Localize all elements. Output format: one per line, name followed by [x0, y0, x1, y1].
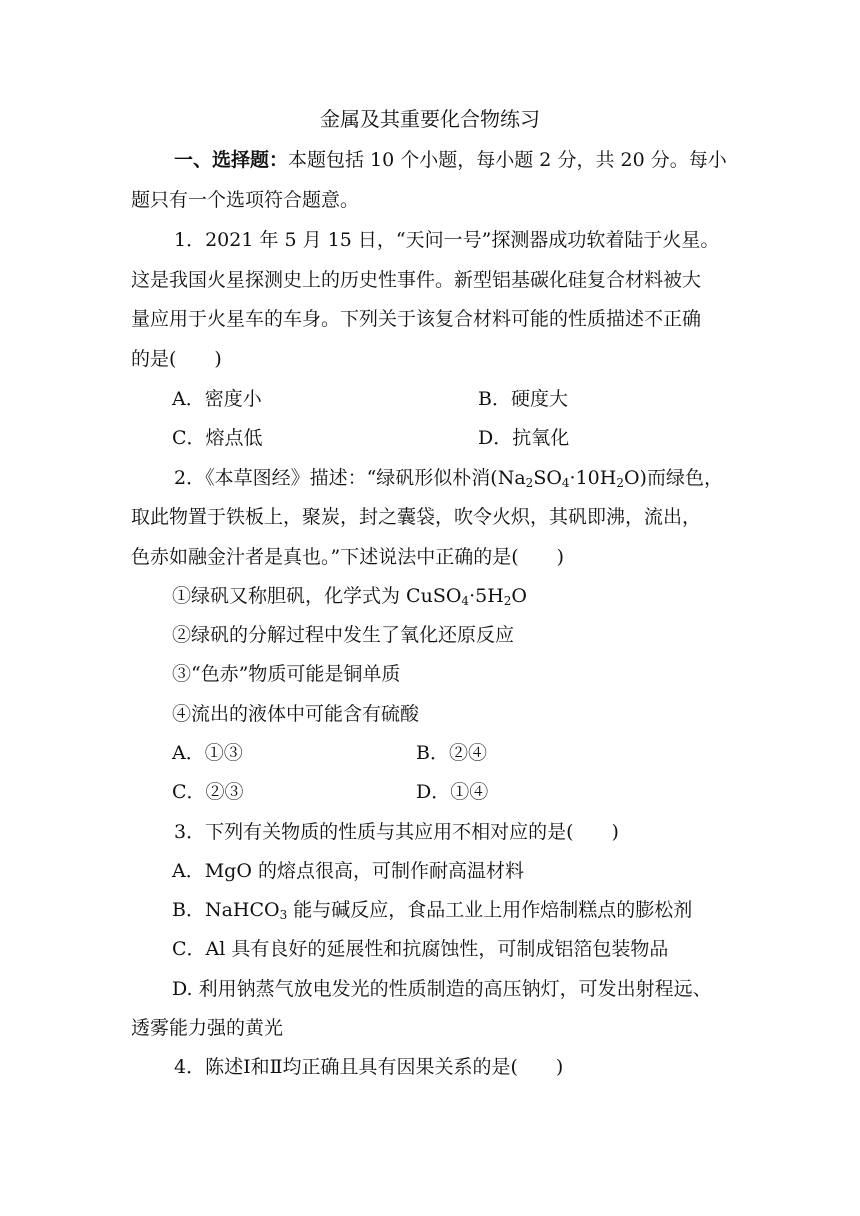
- q4-stem: 4．陈述Ⅰ和Ⅱ均正确且具有因果关系的是( ): [174, 1056, 564, 1078]
- section-intro-text: 本题包括 10 个小题，每小题 2 分，共 20 分。每小: [288, 149, 727, 171]
- subscript: 2: [616, 476, 624, 490]
- section-heading: 一、选择题：: [174, 149, 289, 171]
- q3-option-a: A．MgO 的熔点很高，可制作耐高温材料: [172, 860, 524, 882]
- q2-line1: [174, 463, 723, 490]
- q2-statement-3: ③“色赤”物质可能是铜单质: [172, 663, 401, 685]
- subscript: 4: [461, 594, 470, 608]
- q2-statement-1-text: ·5H: [469, 585, 504, 607]
- q1-line1: 1．2021 年 5 月 15 日，“天问一号”探测器成功软着陆于火星。: [174, 229, 720, 251]
- q1-line2: 这是我国火星探测史上的历史性事件。新型铝基碳化硅复合材料被大: [131, 269, 702, 291]
- q1-line4: 的是( ): [131, 348, 222, 370]
- q2-line3: 色赤如融金汁者是真也。”下述说法中正确的是( ): [131, 546, 565, 568]
- q2-line1-text: 2．《本草图经》描述：“绿矾形似朴消(Na: [174, 467, 526, 489]
- q3-option-b: [172, 895, 692, 922]
- subscript: 3: [279, 908, 288, 922]
- q1-line3: 量应用于火星车的车身。下列关于该复合材料可能的性质描述不正确: [131, 308, 702, 330]
- subscript: 2: [525, 476, 534, 490]
- q2-statement-1: [172, 581, 527, 608]
- q2-line1-text: ·10H: [569, 467, 617, 489]
- q3-option-d-line2: 透雾能力强的黄光: [131, 1017, 284, 1039]
- q2-statement-2: ②绿矾的分解过程中发生了氧化还原反应: [172, 624, 515, 646]
- q1-option-c: C．熔点低: [172, 427, 263, 449]
- q2-option-a: A．①③: [172, 742, 243, 764]
- q2-line1-text: O)而绿色，: [623, 467, 723, 489]
- q1-option-d: D．抗氧化: [478, 427, 570, 449]
- subscript: 4: [561, 476, 570, 490]
- q3-option-b-text: 能与碱反应，食品工业上用作焙制糕点的膨松剂: [287, 899, 693, 921]
- q3-stem: 3．下列有关物质的性质与其应用不相对应的是( ): [174, 821, 619, 843]
- q2-line2: 取此物置于铁板上，聚炭，封之囊袋，吹令火炽，其矾即沸，流出，: [131, 506, 702, 528]
- q3-option-c: C．Al 具有良好的延展性和抗腐蚀性，可制成铝箔包装物品: [172, 938, 669, 960]
- q3-option-b-text: B．NaHCO: [172, 899, 280, 921]
- section-intro-line2: 题只有一个选项符合题意。: [131, 189, 360, 211]
- page-title: 金属及其重要化合物练习: [320, 107, 540, 131]
- q1-option-a: A．密度小: [172, 388, 262, 410]
- q2-option-c: C．②③: [172, 781, 244, 803]
- q2-line1-text: SO: [533, 467, 562, 489]
- q2-option-d: D．①④: [416, 781, 489, 803]
- q2-option-b: B．②④: [416, 742, 487, 764]
- q2-statement-1-text: ①绿矾又称胆矾，化学式为 CuSO: [172, 585, 462, 607]
- q2-statement-4: ④流出的液体中可能含有硫酸: [172, 703, 420, 725]
- section-intro-line1: [174, 145, 732, 172]
- q2-statement-1-text: O: [511, 585, 527, 607]
- q3-option-d-line1: D. 利用钠蒸气放电发光的性质制造的高压钠灯，可发出射程远、: [172, 978, 712, 1000]
- subscript: 2: [503, 594, 512, 608]
- q1-option-b: B．硬度大: [478, 388, 568, 410]
